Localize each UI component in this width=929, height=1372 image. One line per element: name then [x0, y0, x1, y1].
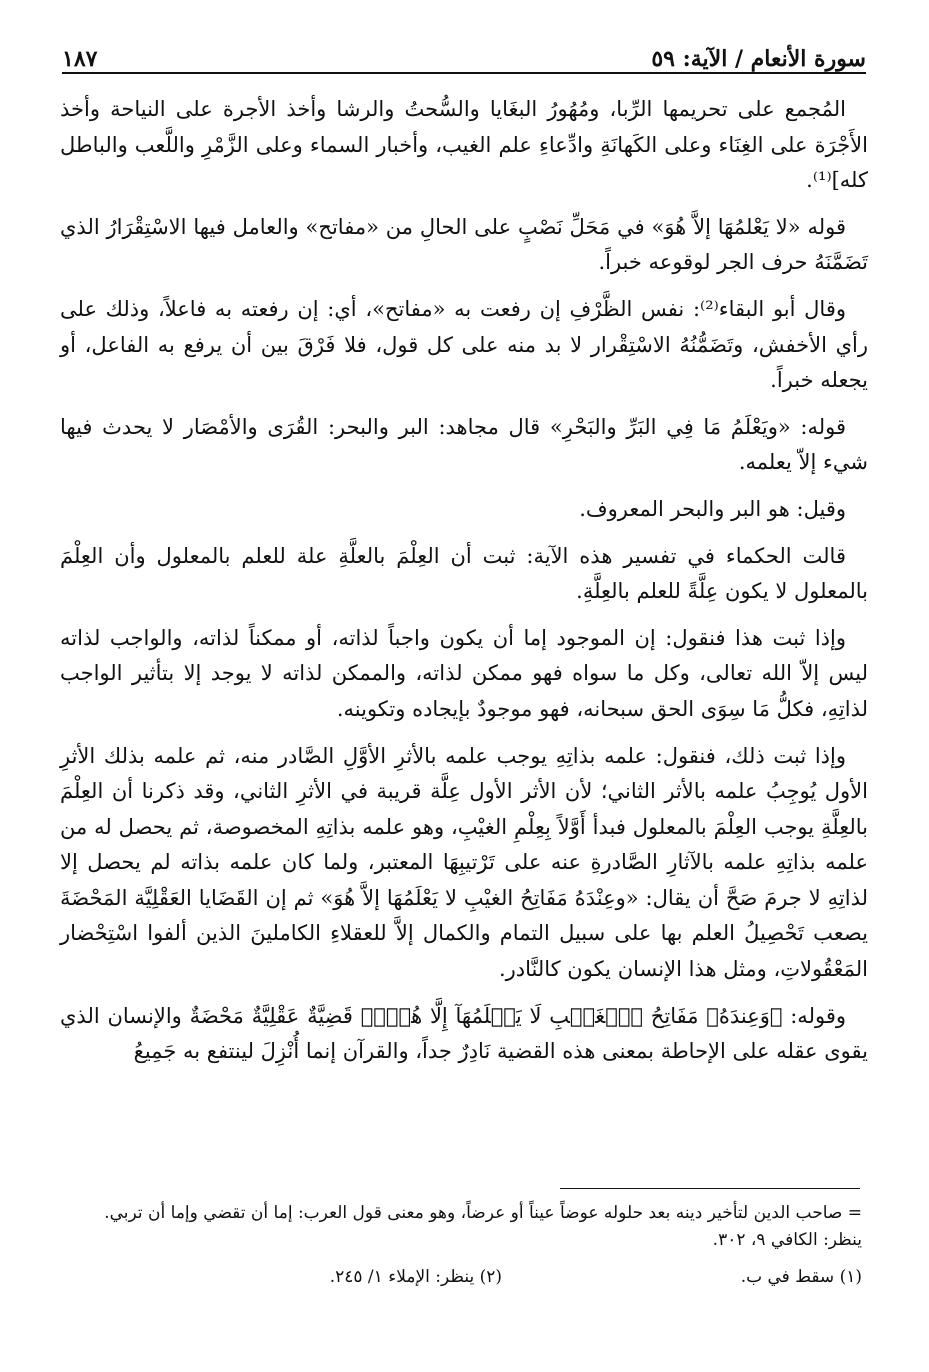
- paragraph: وإذا ثبت هذا فنقول: إن الموجود إما أن يكون واجباً لذاته، أو ممكناً لذاته، والواجب لذاته ليس إلاّ الله تعالى، وكل ما سواه فهو ممكن لذاته، والممكن لذاته لا يوجد إلا بتأثير الواجب لذاتِهِ، فكلُّ مَا سِوَى الحق سبحانه، فهو موجودٌ بإيجاده وتكوينه.: [60, 625, 868, 721]
- paragraph: المُجمع على تحريمها الرِّبا، ومُهُورُ البغَايا والسُّحتُ والرشا وأخذ الأجرة على النياحة وأخذ الأَجْرَة على الغِنَاء وعلى الكَهانَةِ وادِّعاءِ علم الغيب، وأخبار السماء وعلى الزَّمْرِ واللَّعب والباطل كله]⁽¹⁾.: [60, 97, 868, 193]
- main-text: [60, 92, 868, 1081]
- footnote-1: (١) سقط في ب.: [740, 1267, 862, 1287]
- paragraph: وقال أبو البقاء⁽²⁾: نفس الظَّرْفِ إن رفعت به «مفاتح»، أي: إن رفعته به فاعلاً، وذلك على رأي الأخفش، وتَضَمُّنُهُ الاسْتِقْرار لا بد منه على كل قول، فلا فَرْقَ بين أن يرفع به الفاعل، أو يجعله خبراً.: [60, 296, 868, 393]
- paragraph: قوله: «ويَعْلَمُ مَا فِي البَرِّ والبَحْرِ» قال مجاهد: البر والبحر: القُرَى والأمْصَار لا يحدث فيها شيء إلاّ يعلمه.: [60, 414, 868, 475]
- paragraph: وقيل: هو البر والبحر المعروف.: [579, 496, 846, 521]
- header-rule: [62, 72, 866, 74]
- footnote-2: (٢) ينظر: الإملاء ١/ ٢٤٥.: [329, 1267, 502, 1287]
- footnote-row: [62, 1264, 862, 1291]
- paragraph: قالت الحكماء في تفسير هذه الآية: ثبت أن العِلْمَ بالعلَّةِ علة للعلم بالمعلول وأن العِلْمَ بالمعلول لا يكون عِلَّةً للعلم بالعِلَّةِ.: [60, 543, 868, 604]
- running-title: سورة الأنعام / الآية: ٥٩: [651, 46, 866, 72]
- footnote-continuation: = صاحب الدين لتأخير دينه بعد حلوله عوضاً عيناً أو عرضاً، وهو معنى قول العرب: إما أن تقضي وإما أن تربي. ينظر: الكافي ٩، ٣٠٢.: [104, 1203, 862, 1250]
- paragraph: قوله «لا يَعْلمُهَا إلاَّ هُوَ» في مَحَلِّ نَصْبٍ على الحالِ من «مفاتح» والعامل فيها الاسْتِقْرَارُ الذي تَضَمَّنَهُ حرف الجر لوقوعه خبراً.: [60, 214, 868, 275]
- paragraph: وقوله: ﴿وَعِندَهُۥ مَفَاتِحُ ٱلۡغَيۡبِ لَا يَعۡلَمُهَآ إِلَّا هُوَۚ﴾ قَضِيَّةٌ عَقْلِيَّةٌ مَحْضَةٌ والإنسان الذي يقوى عقله على الإحاطة بمعنى هذه القضية نَادِرٌ جداً، والقرآن إنما أُنْزِلَ لينتفع به جَمِيعُ: [60, 1003, 868, 1064]
- footnote-rule: [560, 1188, 860, 1189]
- page-number: ١٨٧: [62, 46, 98, 72]
- paragraph: وإذا ثبت ذلك، فنقول: علمه بذاتِهِ يوجب علمه بالأثرِ الأوَّلِ الصَّادر منه، ثم علمه بذلك الأثرِ الأول يُوجِبُ علمه بالأثر الثاني؛ لأن الأثر الأول عِلَّة قريبة في الأثرِ الثاني، وقد ذكرنا أن العِلْمَ بالعِلَّةِ يوجب العِلْمَ بالمعلول فبدأ أَوَّلاً بِعِلْمِ الغيْبِ، وهو علمه بذاتِهِ المخصوصة، ثم يحصل له من علمه بذاتِهِ علمه بالآثارِ الصَّادرةِ عنه على تَرْتيبِهَا المعتبر، ولما كان علمه بذاته لم يحصل إلا لذاتِهِ لا جرمَ صَحَّ أن يقال: «وعِنْدَهُ مَفَاتِحُ الغيْبِ لا يَعْلَمُهَا إلاَّ هُوَ» ثم إن القَضَايا العَقْلِيَّة المَحْضَةَ يصعب تَحْصِيلُ العلم بها على سبيل التمام والكمال إلاَّ للعقلاءِ الكاملينَ الذين ألفوا اسْتِحْضار المَعْقُولاتِ، ومثل هذا الإنسان يكون كالنَّادر.: [60, 743, 868, 982]
- footnotes: [62, 1200, 862, 1291]
- page-header: [62, 28, 866, 72]
